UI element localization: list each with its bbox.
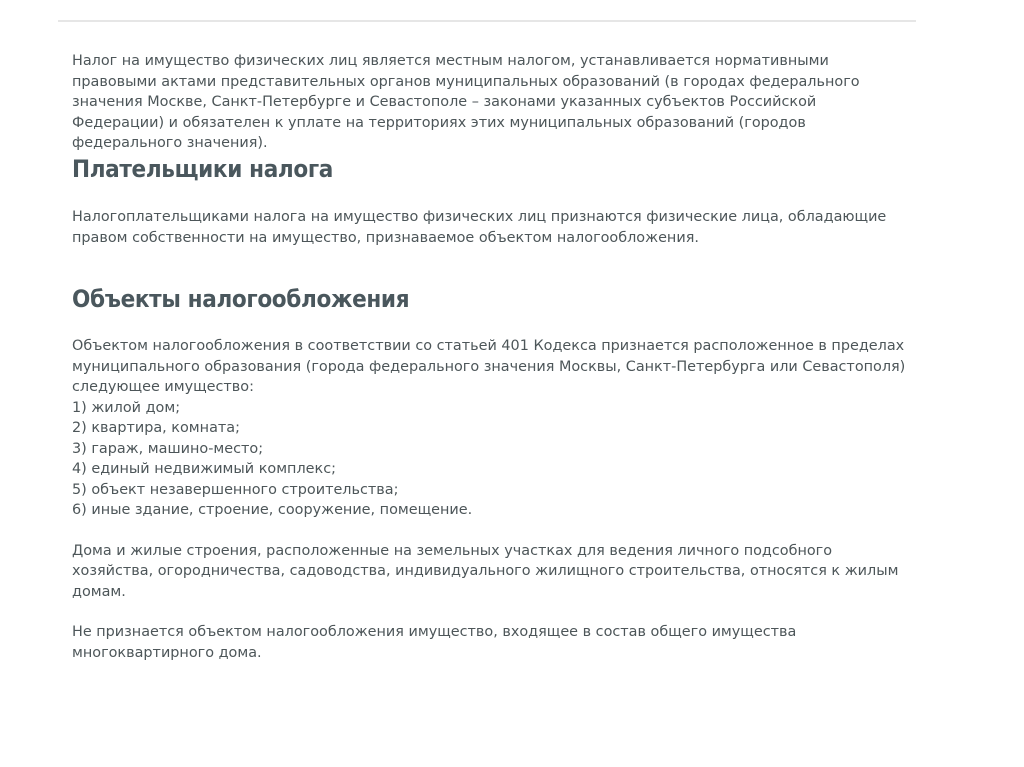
list-item: 5) объект незавершенного строительства; <box>72 481 399 498</box>
list-item: 2) квартира, комната; <box>72 420 240 436</box>
top-divider <box>58 20 916 22</box>
spacer <box>72 521 912 541</box>
exclusion-note-paragraph: Не признается объектом налогообложения имущество, входящее в состав общего имущества многоквартирного дома. <box>72 624 797 661</box>
payers-paragraph: Налогоплательщиками налога на имущество физических лиц признаются физические лица, обладающие правом собственности на имущество, признаваемое объектом налогообложения. <box>72 209 887 246</box>
objects-heading: Объекты налогообложения <box>72 285 410 313</box>
payers-heading: Плательщики налога <box>72 155 333 183</box>
list-item: 4) единый недвижимый комплекс; <box>72 461 336 477</box>
objects-lead-paragraph: Объектом налогообложения в соответствии со статьей 401 Кодекса признается расположенное в пределах муниципального образования (города федерального значения Москвы, Санкт-Петербурга или Севастополя) следующее имущество: <box>72 338 906 395</box>
objects-section <box>72 336 912 521</box>
article-body <box>72 51 912 663</box>
list-item: 6) иные здание, строение, сооружение, помещение. <box>72 502 473 518</box>
intro-paragraph: Налог на имущество физических лиц является местным налогом, устанавливается нормативными правовыми актами представительных органов муниципальных образований (в городах федерального значения Москве, Санкт-Петербурге и Севастополе – законами указанных субъектов Российской Федерации) и обязателен к уплате на территориях этих муниципальных образований (городов федерального значения). <box>72 53 860 151</box>
houses-note-paragraph: Дома и жилые строения, расположенные на земельных участках для ведения личного подсобного хозяйства, огородничества, садоводства, индивидуального жилищного строительства, относятся к жилым домам. <box>72 542 899 600</box>
list-item: 1) жилой дом; <box>72 399 181 416</box>
spacer <box>72 602 912 622</box>
list-item: 3) гараж, машино-место; <box>72 440 264 457</box>
